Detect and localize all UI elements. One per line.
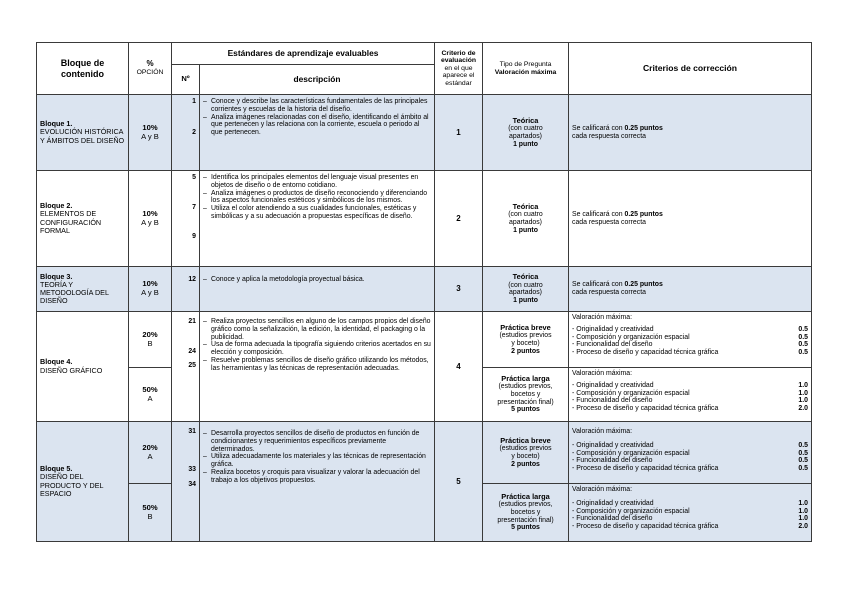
bloque4-opt-b: A — [147, 393, 153, 403]
corr-item-label: - Composición y organización espacial — [572, 333, 690, 341]
std-desc: – Resuelve problemas sencillos de diseño gráfico utilizando los métodos, las herramientas y las técnicas de representación adecuadas. — [203, 357, 431, 373]
bloque3-pct — [129, 267, 172, 312]
corr-item-value: 0.5 — [798, 341, 809, 349]
bloque4-pct-a-value: 20% — [142, 329, 158, 339]
tipo-line: Práctica breve — [500, 435, 551, 445]
corr-item — [572, 405, 808, 413]
bloque5-desc — [200, 422, 435, 542]
corr-points: 0.25 puntos — [624, 281, 663, 289]
bloque5-criterio: 5 — [435, 422, 483, 542]
header-correccion: Criterios de corrección — [569, 43, 812, 95]
corr-item-label: - Funcionalidad del diseño — [572, 397, 653, 405]
corr-item-value: 1.0 — [798, 515, 809, 523]
tipo-line: bocetos y — [510, 508, 541, 516]
std-number: 24 — [188, 347, 196, 355]
tipo-line: Práctica larga — [501, 373, 550, 383]
header-estandares: Estándares de aprendizaje evaluables — [172, 43, 435, 65]
bloque5-tipo-b — [483, 484, 569, 542]
bloque4-title: Bloque 4. — [40, 357, 73, 367]
corr-item — [572, 326, 808, 334]
bloque1-body: EVOLUCIÓN HISTÓRICA Y ÁMBITOS DEL DISEÑO — [40, 127, 125, 145]
std-number: 31 — [188, 428, 196, 435]
tipo-line: (con cuatro — [508, 211, 543, 219]
std-number: 25 — [188, 361, 196, 369]
corr-item-value: 1.0 — [798, 507, 809, 515]
tipo-line: y boceto) — [511, 339, 540, 347]
bloque5-title: Bloque 5. — [40, 464, 73, 474]
corr-points: 0.25 puntos — [624, 210, 663, 218]
corr-item-value: 1.0 — [798, 499, 809, 507]
bloque2-pct-value: 10% — [142, 208, 158, 218]
std-desc: – Realiza proyectos sencillos en alguno de los campos propios del diseño gráfico como la señalización, la edición, la identidad, el packaging o la publicidad. — [203, 318, 431, 341]
corr-item-label: - Composición y organización espacial — [572, 389, 690, 397]
std-desc: – Usa de forma adecuada la tipografía siguiendo criterios acertados en su elección y composición. — [203, 341, 431, 357]
bloque5-opt-a: A — [147, 451, 153, 461]
std-desc: – Desarrolla proyectos sencillos de diseño de productos en función de condicionantes y requerimientos específicos previamente determinados. — [203, 430, 431, 453]
tipo-line: bocetos y — [510, 390, 541, 398]
std-number: 2 — [192, 128, 196, 136]
bloque1-cell — [37, 95, 129, 171]
corr-item — [572, 349, 808, 357]
bloque2-opt: A y B — [141, 217, 159, 227]
header-opcion: OPCIÓN — [136, 69, 164, 77]
corr-item-value: 2.0 — [798, 405, 809, 413]
corr-item-label: - Proceso de diseño y capacidad técnica gráfica — [572, 465, 719, 473]
corr-item — [572, 508, 808, 516]
bloque4-pct-b-value: 50% — [142, 384, 158, 394]
header-tipo-l2: Valoración máxima — [494, 68, 557, 76]
bloque4-nums — [172, 312, 200, 422]
corr-item-value: 1.0 — [798, 389, 809, 397]
tipo-line: 1 punto — [513, 226, 538, 234]
std-desc: – Identifica los principales elementos del lenguaje visual presentes en objetos de diseño o de entorno cotidiano. — [203, 174, 431, 190]
corr-item — [572, 334, 808, 342]
tipo-line: 1 punto — [513, 140, 538, 148]
bloque3-nums — [172, 267, 200, 312]
corr-item — [572, 523, 808, 531]
std-desc: – Conoce y describe las características fundamentales de las principales corrientes y escuelas de la historia del diseño. — [203, 98, 431, 114]
corr-item — [572, 382, 808, 390]
bloque5-body: DISEÑO DEL PRODUCTO Y DEL ESPACIO — [40, 472, 104, 498]
corr-item-value: 0.5 — [798, 465, 809, 473]
corr-text: Se calificará con — [572, 281, 625, 289]
bloque5-pct-b-value: 50% — [142, 502, 158, 512]
valoracion-title: Valoración máxima: — [572, 314, 633, 321]
bloque5-nums — [172, 422, 200, 542]
header-criterio-sub: en el que aparece el estándar — [442, 64, 475, 87]
corr-item-value: 1.0 — [798, 381, 809, 389]
corr-text: cada respuesta correcta — [572, 218, 646, 226]
bloque1-opt: A y B — [141, 131, 159, 141]
corr-item-label: - Proceso de diseño y capacidad técnica gráfica — [572, 523, 719, 531]
bloque2-pct — [129, 171, 172, 267]
corr-item — [572, 515, 808, 523]
bloque3-body: TEORÍA Y METODOLOGÍA DEL DISEÑO — [40, 279, 109, 306]
bloque2-criterio: 2 — [435, 171, 483, 267]
header-pct: % — [146, 59, 154, 69]
bloque4-body: DISEÑO GRÁFICO — [40, 365, 103, 375]
bloque2-desc — [200, 171, 435, 267]
corr-text: cada respuesta correcta — [572, 289, 646, 296]
bloque4-tipo-b — [483, 368, 569, 422]
tipo-line: 2 puntos — [511, 347, 540, 355]
std-number: 1 — [192, 98, 196, 105]
corr-item — [572, 465, 808, 473]
corr-text: cada respuesta correcta — [572, 132, 646, 140]
corr-item-value: 0.5 — [798, 333, 809, 341]
tipo-line: Práctica breve — [500, 322, 551, 332]
header-bloque: Bloque de contenido — [37, 43, 129, 95]
tipo-line: apartados) — [509, 289, 542, 297]
tipo-line: (con cuatro — [508, 281, 543, 289]
std-number: 33 — [188, 465, 196, 473]
bloque5-correccion-a — [569, 422, 812, 484]
tipo-line: 5 puntos — [511, 406, 540, 414]
std-number: 7 — [192, 203, 196, 211]
tipo-line: y boceto) — [511, 452, 540, 460]
tipo-line: apartados) — [509, 218, 542, 226]
tipo-line: Teórica — [512, 272, 539, 282]
std-desc: – Utiliza el color atendiendo a sus cualidades funcionales, estéticas y simbólicas y a su adecuación a propuestas específicas de diseño. — [203, 205, 431, 221]
corr-item — [572, 397, 808, 405]
corr-item-label: - Composición y organización espacial — [572, 449, 690, 457]
bloque2-correccion — [569, 171, 812, 267]
valoracion-title: Valoración máxima: — [572, 428, 633, 435]
valoracion-title: Valoración máxima: — [572, 370, 633, 377]
corr-item-label: - Proceso de diseño y capacidad técnica gráfica — [572, 349, 719, 357]
valoracion-title: Valoración máxima: — [572, 486, 633, 493]
tipo-line: (con cuatro — [508, 125, 543, 133]
std-desc: – Realiza bocetos y croquis para visualizar y valorar la adecuación del trabajo a los objetivos propuestos. — [203, 469, 431, 485]
std-number: 34 — [188, 480, 196, 488]
bloque3-correccion — [569, 267, 812, 312]
bloque5-correccion-b — [569, 484, 812, 542]
tipo-line: 1 punto — [513, 297, 538, 304]
bloque2-nums — [172, 171, 200, 267]
bloque4-correccion-a — [569, 312, 812, 368]
std-desc: – Conoce y aplica la metodología proyectual básica. — [203, 276, 431, 284]
corr-item-value: 1.0 — [798, 397, 809, 405]
std-number: 5 — [192, 174, 196, 181]
tipo-line: Teórica — [512, 201, 539, 211]
corr-item-label: - Funcionalidad del diseño — [572, 341, 653, 349]
header-descripcion: descripción — [200, 65, 435, 95]
bloque2-body: ELEMENTOS DE CONFIGURACIÓN FORMAL — [40, 209, 102, 235]
bloque1-correccion — [569, 95, 812, 171]
bloque1-pct — [129, 95, 172, 171]
std-number: 9 — [192, 232, 196, 240]
table-row — [37, 267, 812, 312]
header-criterio-title: Criterio de evaluación — [440, 49, 477, 65]
corr-item-label: - Funcionalidad del diseño — [572, 457, 653, 465]
bloque3-title: Bloque 3. — [40, 271, 73, 281]
bloque5-pct-b — [129, 484, 172, 542]
table-row — [37, 422, 812, 484]
corr-item-value: 0.5 — [798, 449, 809, 457]
corr-item-label: - Originalidad y creatividad — [572, 325, 654, 333]
corr-text: Se calificará con — [572, 124, 625, 132]
tipo-line: (estudios previos, — [498, 383, 553, 391]
std-number: 12 — [188, 276, 196, 283]
bloque3-pct-value: 10% — [142, 279, 158, 289]
bloque2-tipo — [483, 171, 569, 267]
corr-item — [572, 390, 808, 398]
corr-points: 0.25 puntos — [624, 124, 663, 132]
corr-item — [572, 457, 808, 465]
table-row — [37, 95, 812, 171]
corr-item-value: 2.0 — [798, 523, 809, 531]
tipo-line: presentación final) — [497, 398, 554, 406]
table-row — [37, 171, 812, 267]
std-desc: – Analiza imágenes relacionadas con el diseño, identificando el ámbito al que pertenecen y las relaciona con la corriente, escuela o periodo al que pertenecen. — [203, 114, 431, 137]
corr-item-value: 0.5 — [798, 325, 809, 333]
bloque5-pct-a — [129, 422, 172, 484]
bloque3-tipo — [483, 267, 569, 312]
bloque4-desc — [200, 312, 435, 422]
bloque3-cell — [37, 267, 129, 312]
bloque4-criterio: 4 — [435, 312, 483, 422]
header-tipo-l1: Tipo de Pregunta — [499, 61, 552, 69]
tipo-line: (estudios previos, — [498, 501, 553, 509]
tipo-line: apartados) — [509, 132, 542, 140]
corr-item-label: - Proceso de diseño y capacidad técnica gráfica — [572, 405, 719, 413]
bloque5-pct-a-value: 20% — [142, 442, 158, 452]
bloque3-opt: A y B — [141, 288, 159, 297]
std-desc: – Utiliza adecuadamente los materiales y las técnicas de representación gráfica. — [203, 453, 431, 469]
corr-item-value: 0.5 — [798, 441, 809, 449]
bloque3-criterio: 3 — [435, 267, 483, 312]
corr-text: Se calificará con — [572, 210, 625, 218]
table-row — [37, 312, 812, 368]
corr-item — [572, 500, 808, 508]
tipo-line: Práctica larga — [501, 491, 550, 501]
bloque4-tipo-a — [483, 312, 569, 368]
corr-item-value: 0.5 — [798, 457, 809, 465]
header-criterio — [435, 43, 483, 95]
bloque3-desc — [200, 267, 435, 312]
bloque1-title: Bloque 1. — [40, 119, 73, 129]
corr-item-label: - Funcionalidad del diseño — [572, 515, 653, 523]
bloque4-opt-a: B — [147, 338, 153, 348]
tipo-line: 2 puntos — [511, 460, 540, 468]
header-pct-opcion — [129, 43, 172, 95]
tipo-line: Teórica — [512, 115, 539, 125]
bloque5-opt-b: B — [147, 511, 153, 521]
bloque1-pct-value: 10% — [142, 122, 158, 132]
bloque2-title: Bloque 2. — [40, 201, 73, 211]
corr-item-label: - Composición y organización espacial — [572, 507, 690, 515]
bloque4-pct-a — [129, 312, 172, 368]
bloque4-correccion-b — [569, 368, 812, 422]
corr-item — [572, 442, 808, 450]
tipo-line: (estudios previos — [499, 332, 552, 340]
corr-item-value: 0.5 — [798, 349, 809, 357]
tipo-line: presentación final) — [497, 516, 554, 524]
bloque5-cell — [37, 422, 129, 542]
tipo-line: (estudios previos — [499, 445, 552, 453]
std-number: 21 — [188, 318, 196, 325]
bloque5-tipo-a — [483, 422, 569, 484]
bloque1-tipo — [483, 95, 569, 171]
std-desc: – Analiza imágenes o productos de diseño reconociendo y diferenciando los aspectos funcionales estéticos y simbólicos de los mismos. — [203, 190, 431, 206]
evaluation-table — [36, 42, 812, 542]
corr-item-label: - Originalidad y creatividad — [572, 499, 654, 507]
bloque2-cell — [37, 171, 129, 267]
corr-item — [572, 450, 808, 458]
header-tipo — [483, 43, 569, 95]
corr-item — [572, 341, 808, 349]
tipo-line: 5 puntos — [511, 524, 540, 532]
header-num: Nº — [172, 65, 200, 95]
corr-item-label: - Originalidad y creatividad — [572, 381, 654, 389]
bloque4-cell — [37, 312, 129, 422]
bloque1-nums — [172, 95, 200, 171]
corr-item-label: - Originalidad y creatividad — [572, 441, 654, 449]
bloque1-criterio: 1 — [435, 95, 483, 171]
bloque4-pct-b — [129, 368, 172, 422]
bloque1-desc — [200, 95, 435, 171]
